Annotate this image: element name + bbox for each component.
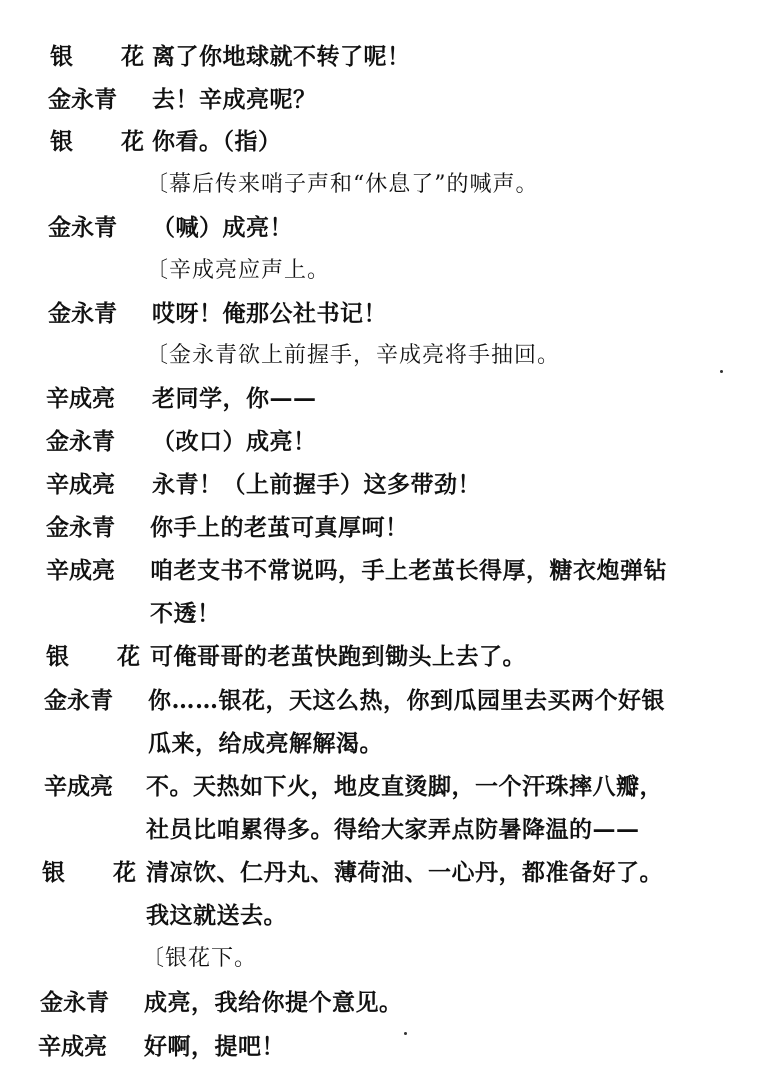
dialogue-text: 你看。（指）: [152, 128, 282, 155]
dialogue-text: 去！辛成亮呢？: [152, 86, 317, 113]
dialogue-text: （改口）成亮！: [152, 428, 317, 455]
speaker-name: 辛成亮: [38, 1033, 107, 1060]
dialogue-text: 成亮，我给你提个意见。: [144, 989, 403, 1016]
speaker-name: 金永青: [48, 86, 117, 113]
dialogue-text: 清凉饮、仁丹丸、薄荷油、一心丹，都准备好了。: [146, 859, 663, 886]
speaker-name: 金永青: [48, 300, 117, 327]
scan-speck: [720, 370, 723, 373]
speaker-name: 金永青: [40, 989, 109, 1016]
stage-direction: 〔金永青欲上前握手，辛成亮将手抽回。: [146, 343, 561, 368]
stage-direction: 〔辛成亮应声上。: [146, 258, 331, 283]
dialogue-text: 好啊，提吧！: [144, 1033, 285, 1060]
dialogue-continuation: 社员比咱累得多。得给大家弄点防暑降温的——: [146, 816, 640, 843]
speaker-name: 银 花: [50, 43, 165, 70]
dialogue-text: 你……银花，天这么热，你到瓜园里去买两个好银: [148, 687, 665, 714]
dialogue-text: 咱老支书不常说吗，手上老茧长得厚，糖衣炮弹钻: [150, 557, 667, 584]
speaker-name: 金永青: [46, 514, 115, 541]
dialogue-text: 你手上的老茧可真厚呵！: [150, 514, 409, 541]
dialogue-text: 哎呀！俺那公社书记！: [152, 300, 387, 327]
speaker-name: 辛成亮: [46, 471, 115, 498]
dialogue-text: 离了你地球就不转了呢！: [152, 43, 411, 70]
stage-direction: 〔银花下。: [142, 946, 258, 971]
stage-direction: 〔幕后传来哨子声和“休息了”的喊声。: [146, 172, 539, 197]
speaker-name: 辛成亮: [44, 773, 113, 800]
scan-speck: [404, 1032, 407, 1035]
dialogue-text: （喊）成亮！: [152, 214, 293, 241]
speaker-name: 金永青: [46, 428, 115, 455]
speaker-name: 银 花: [46, 643, 161, 670]
dialogue-continuation: 我这就送去。: [146, 902, 287, 929]
speaker-name: 银 花: [42, 859, 157, 886]
speaker-name: 金永青: [44, 687, 113, 714]
dialogue-text: 永青！（上前握手）这多带劲！: [152, 471, 481, 498]
dialogue-continuation: 瓜来，给成亮解解渴。: [148, 730, 383, 757]
speaker-name: 辛成亮: [46, 385, 115, 412]
dialogue-text: 可俺哥哥的老茧快跑到锄头上去了。: [150, 643, 526, 670]
dialogue-text: 不。天热如下火，地皮直烫脚，一个汗珠摔八瓣，: [146, 773, 663, 800]
dialogue-continuation: 不透！: [150, 600, 221, 627]
speaker-name: 银 花: [50, 128, 165, 155]
dialogue-text: 老同学，你——: [152, 385, 317, 412]
speaker-name: 金永青: [48, 214, 117, 241]
speaker-name: 辛成亮: [46, 557, 115, 584]
